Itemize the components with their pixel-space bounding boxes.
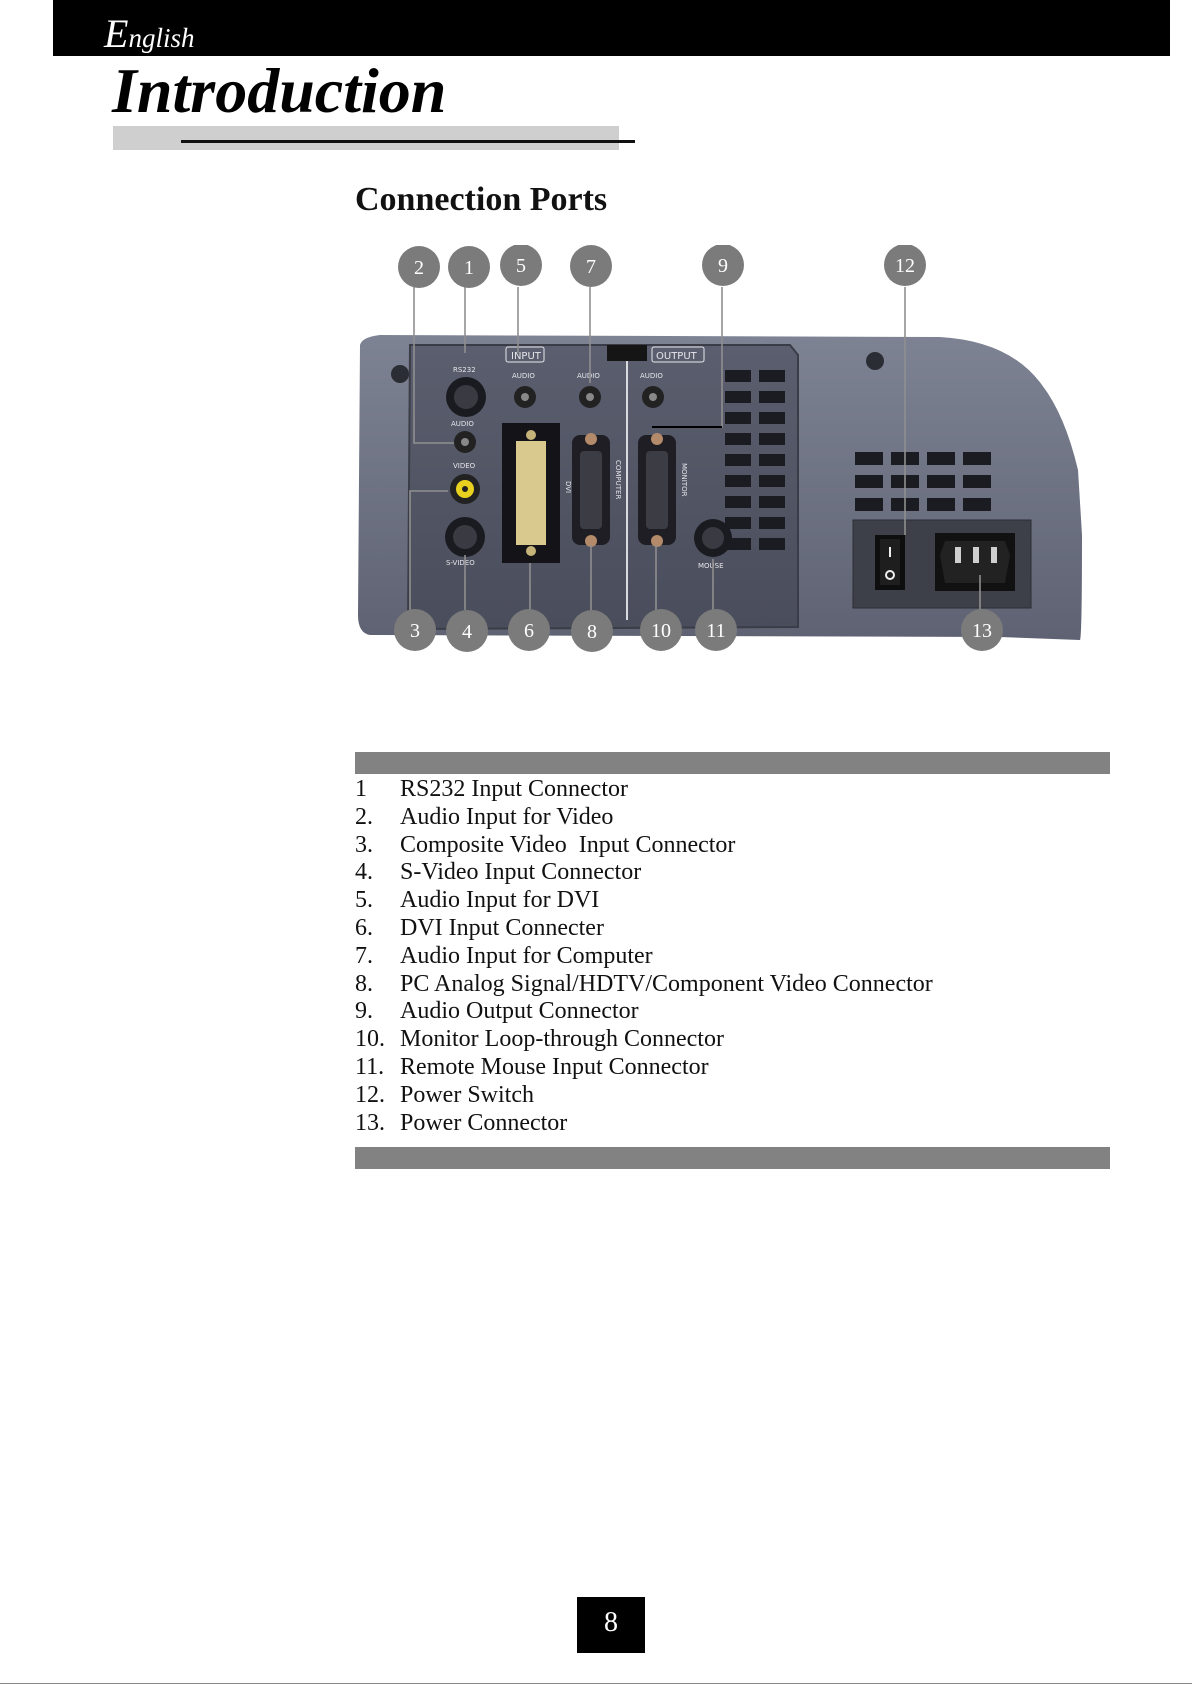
bottom-rule xyxy=(0,1683,1192,1684)
svg-text:8: 8 xyxy=(587,621,597,643)
svg-text:11: 11 xyxy=(706,620,726,642)
svg-text:12: 12 xyxy=(895,255,915,277)
list-item: 6. DVI Input Connecter xyxy=(355,914,604,941)
port-list xyxy=(355,776,933,1137)
callout-5 xyxy=(500,245,542,286)
section-title: Connection Ports xyxy=(355,181,608,218)
list-item: 5. Audio Input for DVI xyxy=(355,887,600,914)
label-audio-c: AUDIO xyxy=(577,372,600,380)
list-item: 13. Power Connector xyxy=(355,1109,568,1136)
list-item: 2. Audio Input for Video xyxy=(355,803,614,830)
callout-6 xyxy=(508,609,550,651)
svg-text:1: 1 xyxy=(464,257,474,279)
header-bar xyxy=(53,0,1170,56)
label-audio-b: AUDIO xyxy=(512,372,535,380)
list-item: 7. Audio Input for Computer xyxy=(355,942,653,969)
callout-2 xyxy=(398,246,440,288)
svg-text:13: 13 xyxy=(972,620,992,642)
label-computer: COMPUTER xyxy=(614,460,622,500)
label-audio-d: AUDIO xyxy=(640,372,663,380)
label-mouse: MOUSE xyxy=(698,562,724,570)
list-item: 9. Audio Output Connector xyxy=(355,998,639,1025)
callout-13 xyxy=(961,609,1003,651)
title-underline-rule xyxy=(181,140,635,143)
list-item: 1 RS232 Input Connector xyxy=(355,776,628,802)
list-top-band xyxy=(355,752,1110,774)
callout-1 xyxy=(448,246,490,288)
callout-7 xyxy=(570,245,612,287)
label-audio-a: AUDIO xyxy=(451,420,474,428)
svg-text:6: 6 xyxy=(524,620,534,642)
svg-text:10: 10 xyxy=(651,620,671,642)
svg-text:5: 5 xyxy=(516,255,526,277)
svg-text:9: 9 xyxy=(718,255,728,277)
svg-text:4: 4 xyxy=(462,621,472,643)
label-output: OUTPUT xyxy=(656,351,697,362)
callout-12 xyxy=(884,245,926,286)
list-item: 4. S-Video Input Connector xyxy=(355,859,642,886)
svg-text:2: 2 xyxy=(414,257,424,279)
svg-text:7: 7 xyxy=(586,256,596,278)
language-label: English xyxy=(104,11,195,56)
label-rs232: RS232 xyxy=(453,366,476,374)
list-bottom-band xyxy=(355,1147,1110,1169)
callout-8 xyxy=(571,610,613,652)
list-item: 3. Composite Video Input Connector xyxy=(355,831,736,858)
callout-10 xyxy=(640,609,682,651)
label-svideo: S-VIDEO xyxy=(446,559,475,567)
list-item: 12. Power Switch xyxy=(355,1081,534,1108)
list-item: 11. Remote Mouse Input Connector xyxy=(355,1053,709,1080)
callout-3 xyxy=(394,609,436,651)
svg-text:3: 3 xyxy=(410,620,420,642)
list-item: 10. Monitor Loop-through Connector xyxy=(355,1026,724,1053)
list-item: 8. PC Analog Signal/HDTV/Component Video Connector xyxy=(355,970,933,997)
label-dvi: DVI xyxy=(564,481,572,494)
title-underline-gray xyxy=(113,126,619,150)
label-input: INPUT xyxy=(511,351,541,362)
callout-4 xyxy=(446,610,488,652)
callout-11 xyxy=(695,609,737,651)
page-number: 8 xyxy=(577,1597,645,1653)
label-monitor: MONITOR xyxy=(680,463,688,497)
connection-ports-diagram xyxy=(350,245,1110,710)
callout-9 xyxy=(702,245,744,286)
label-video: VIDEO xyxy=(453,462,476,470)
page-title: Introduction xyxy=(112,55,447,126)
